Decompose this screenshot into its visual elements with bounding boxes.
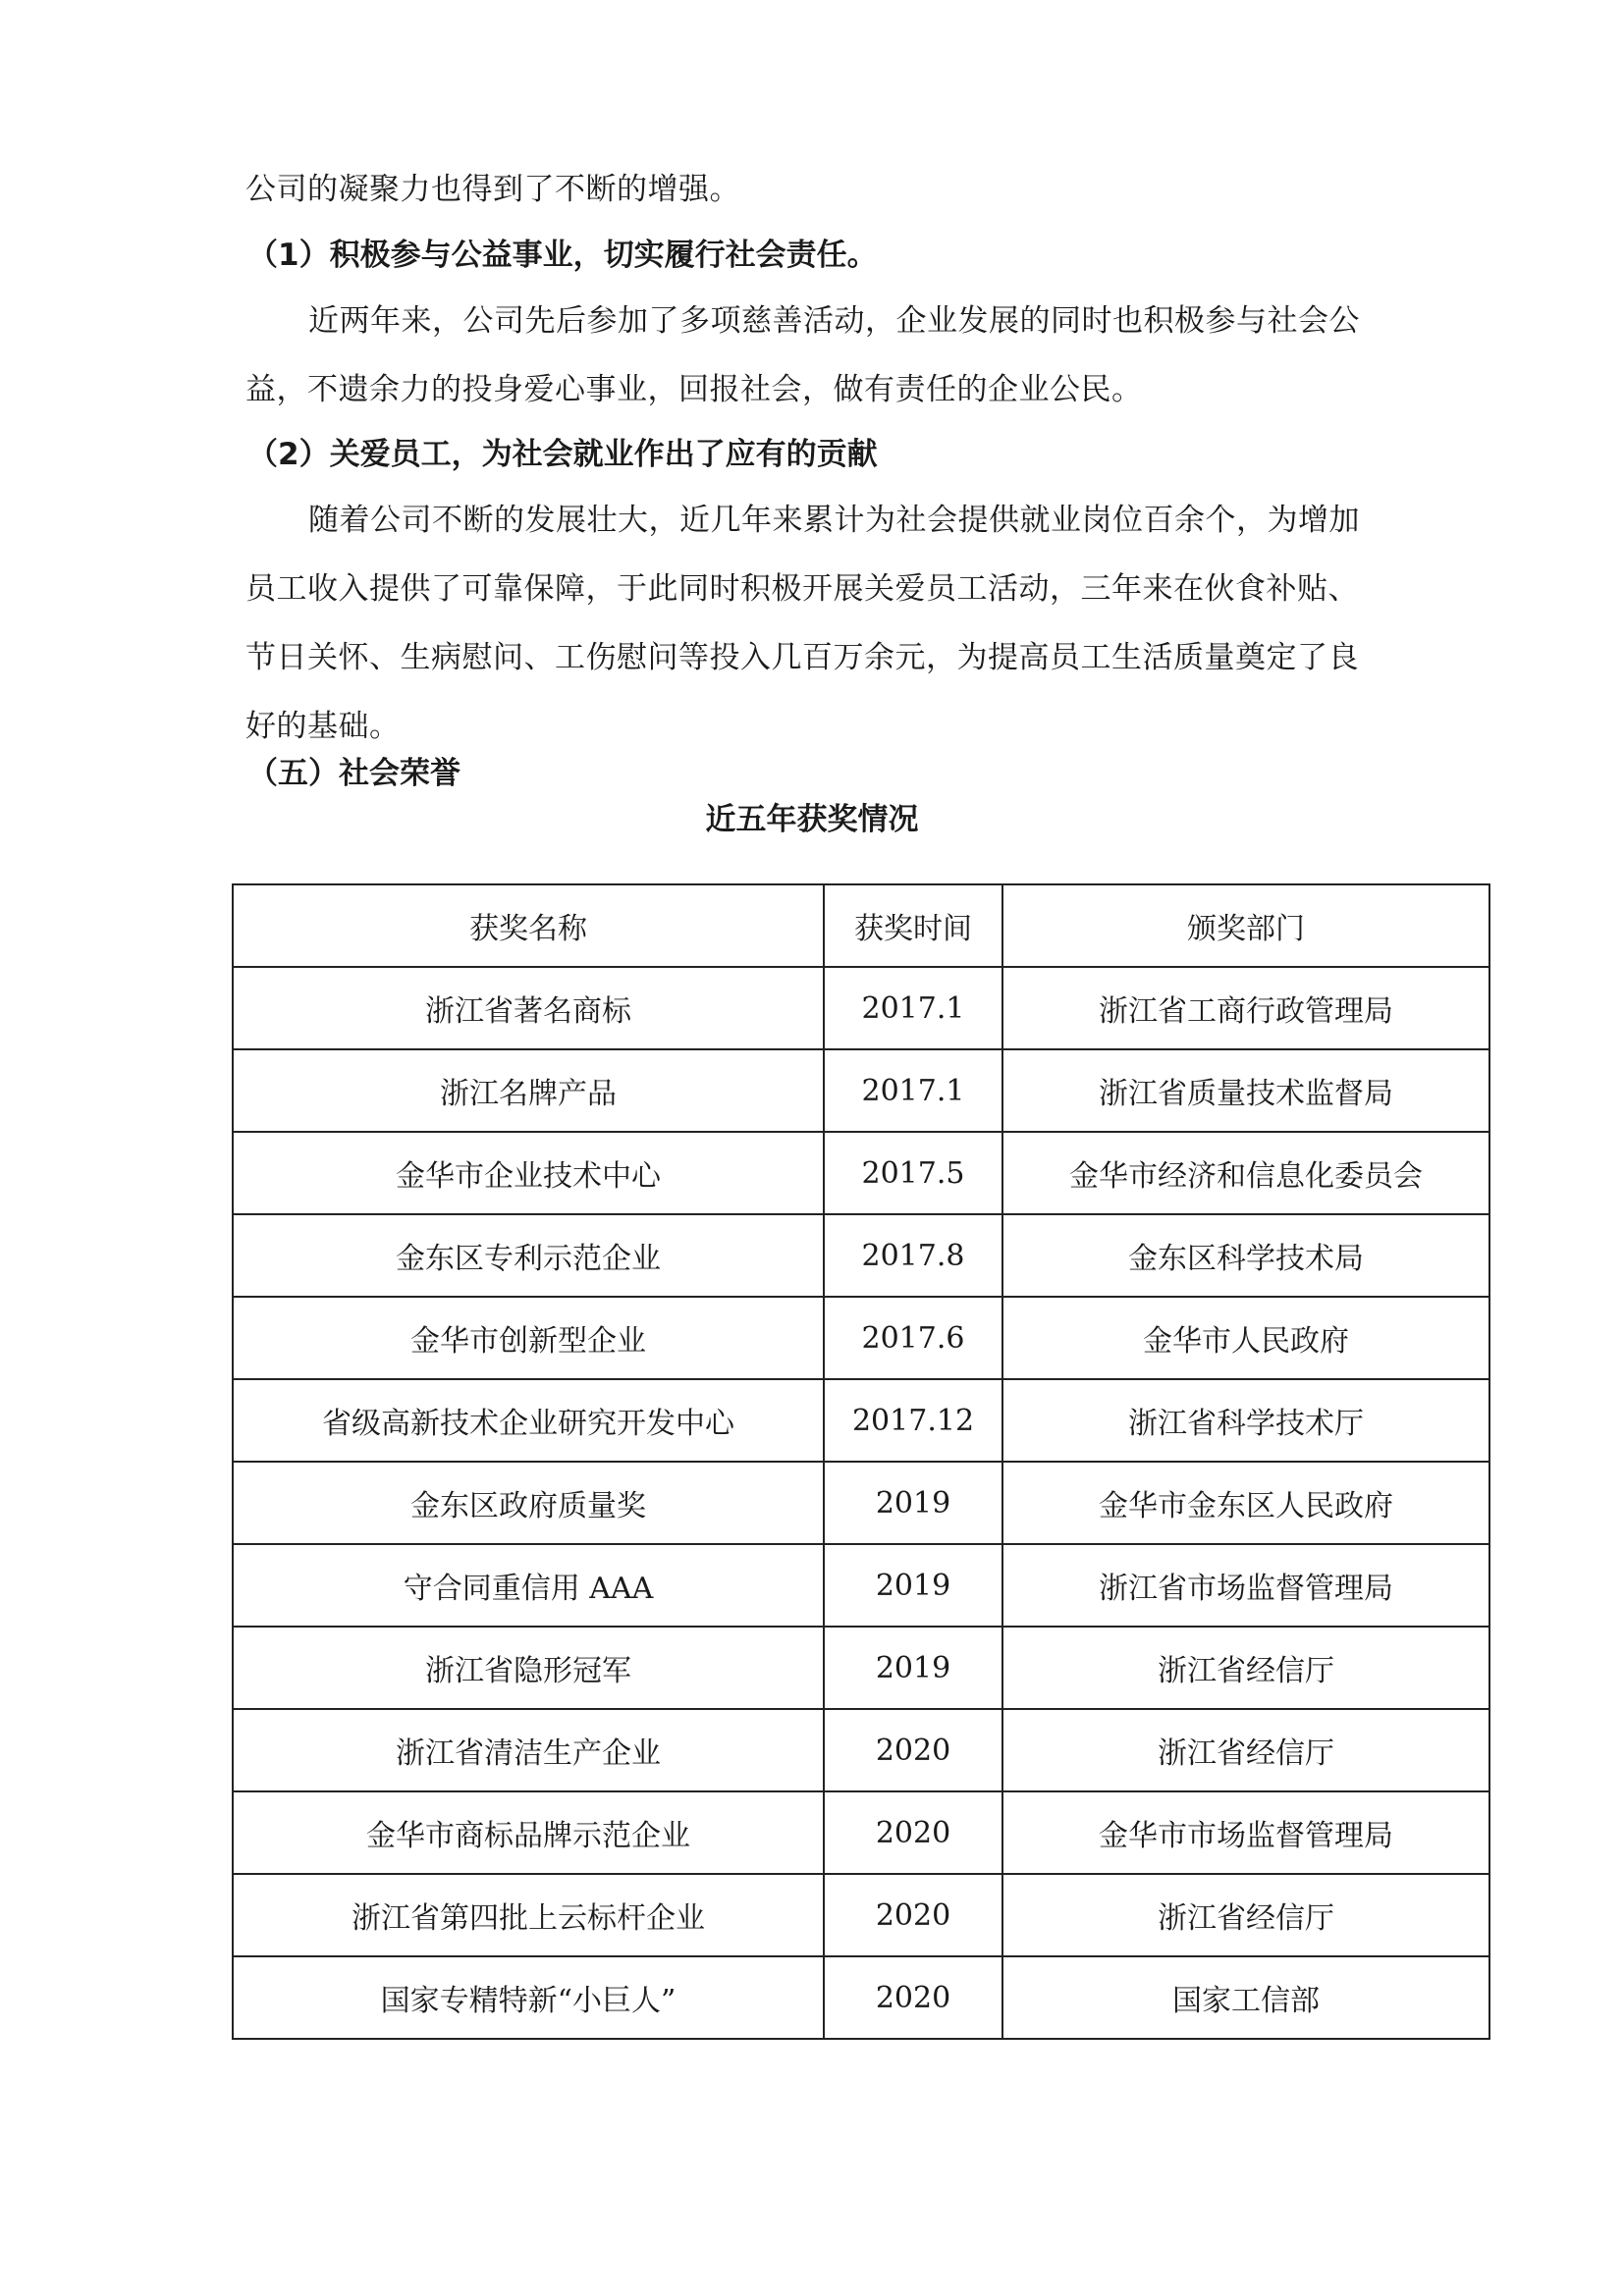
award-time-cell: 2019 <box>824 1627 1002 1709</box>
issuing-dept-cell: 浙江省工商行政管理局 <box>1002 967 1489 1049</box>
paragraph-cohesion: 公司的凝聚力也得到了不断的增强。 <box>245 172 740 207</box>
issuing-dept-cell: 浙江省质量技术监督局 <box>1002 1049 1489 1132</box>
award-name-cell: 浙江省清洁生产企业 <box>233 1709 824 1791</box>
paragraph-charity: 近两年来，公司先后参加了多项慈善活动，企业发展的同时也积极参与社会公益，不遗余力的投身爱心事业，回报社会，做有责任的企业公民。 <box>245 303 1360 407</box>
table-row <box>233 1049 1489 1132</box>
award-time-cell: 2017.8 <box>824 1214 1002 1297</box>
award-name-cell: 金华市商标品牌示范企业 <box>233 1791 824 1874</box>
issuing-dept-cell: 金华市市场监督管理局 <box>1002 1791 1489 1874</box>
award-name-cell: 浙江名牌产品 <box>233 1049 824 1132</box>
award-name-cell: 守合同重信用 AAA <box>233 1544 824 1627</box>
table-row <box>233 1379 1489 1462</box>
heading-employee-care: （2）关爱员工，为社会就业作出了应有的贡献 <box>247 437 878 472</box>
award-name-cell: 金华市企业技术中心 <box>233 1132 824 1214</box>
heading-social-honors: （五）社会荣誉 <box>247 756 460 791</box>
table-title: 近五年获奖情况 <box>705 802 919 837</box>
award-name-cell: 金东区专利示范企业 <box>233 1214 824 1297</box>
award-time-cell: 2017.5 <box>824 1132 1002 1214</box>
award-name-cell: 浙江省隐形冠军 <box>233 1627 824 1709</box>
award-name-cell: 浙江省著名商标 <box>233 967 824 1049</box>
header-award-time: 获奖时间 <box>824 884 1002 967</box>
award-name-cell: 省级高新技术企业研究开发中心 <box>233 1379 824 1462</box>
issuing-dept-cell: 国家工信部 <box>1002 1956 1489 2039</box>
award-time-cell: 2020 <box>824 1874 1002 1956</box>
award-name-cell: 金华市创新型企业 <box>233 1297 824 1379</box>
heading-public-welfare: （1）积极参与公益事业，切实履行社会责任。 <box>247 238 878 273</box>
award-time-cell: 2017.1 <box>824 1049 1002 1132</box>
table-row <box>233 1544 1489 1627</box>
issuing-dept-cell: 金东区科学技术局 <box>1002 1214 1489 1297</box>
award-time-cell: 2020 <box>824 1791 1002 1874</box>
award-name-cell: 金东区政府质量奖 <box>233 1462 824 1544</box>
table-row <box>233 1627 1489 1709</box>
table-row <box>233 1214 1489 1297</box>
award-time-cell: 2020 <box>824 1709 1002 1791</box>
award-name-cell: 浙江省第四批上云标杆企业 <box>233 1874 824 1956</box>
table-row <box>233 1462 1489 1544</box>
issuing-dept-cell: 金华市经济和信息化委员会 <box>1002 1132 1489 1214</box>
issuing-dept-cell: 浙江省科学技术厅 <box>1002 1379 1489 1462</box>
header-award-name: 获奖名称 <box>233 884 824 967</box>
award-time-cell: 2017.6 <box>824 1297 1002 1379</box>
table-row <box>233 1709 1489 1791</box>
table-row <box>233 1297 1489 1379</box>
issuing-dept-cell: 浙江省市场监督管理局 <box>1002 1544 1489 1627</box>
paragraph-employment: 随着公司不断的发展壮大，近几年来累计为社会提供就业岗位百余个，为增加员工收入提供了可靠保障，于此同时积极开展关爱员工活动，三年来在伙食补贴、节日关怀、生病慰问、工伤慰问等投入几百万余元，为提高员工生活质量奠定了良好的基础。 <box>245 503 1360 744</box>
issuing-dept-cell: 浙江省经信厅 <box>1002 1874 1489 1956</box>
header-issuing-dept: 颁奖部门 <box>1002 884 1489 967</box>
award-time-cell: 2017.1 <box>824 967 1002 1049</box>
award-time-cell: 2020 <box>824 1956 1002 2039</box>
awards-table <box>232 883 1490 2040</box>
table-row <box>233 1956 1489 2039</box>
table-header-row <box>233 884 1489 967</box>
table-row <box>233 1132 1489 1214</box>
issuing-dept-cell: 金华市金东区人民政府 <box>1002 1462 1489 1544</box>
award-time-cell: 2019 <box>824 1544 1002 1627</box>
award-time-cell: 2019 <box>824 1462 1002 1544</box>
issuing-dept-cell: 浙江省经信厅 <box>1002 1709 1489 1791</box>
award-time-cell: 2017.12 <box>824 1379 1002 1462</box>
table-row <box>233 967 1489 1049</box>
issuing-dept-cell: 浙江省经信厅 <box>1002 1627 1489 1709</box>
award-name-cell: 国家专精特新“小巨人” <box>233 1956 824 2039</box>
issuing-dept-cell: 金华市人民政府 <box>1002 1297 1489 1379</box>
table-row <box>233 1791 1489 1874</box>
table-row <box>233 1874 1489 1956</box>
